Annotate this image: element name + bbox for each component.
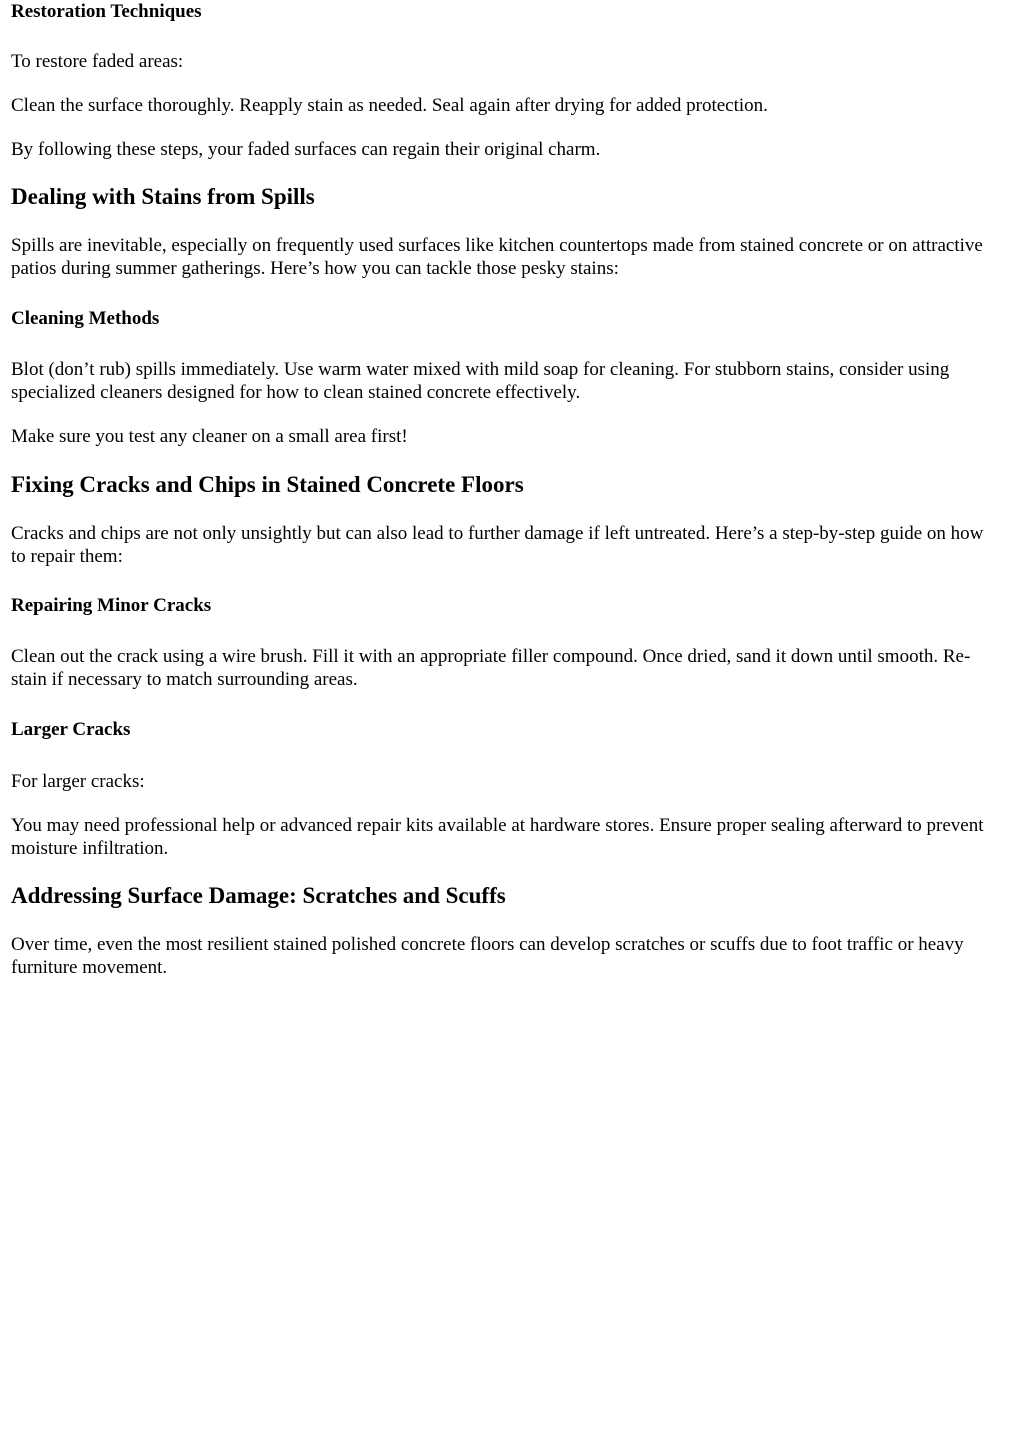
heading-larger-cracks: Larger Cracks	[11, 719, 131, 740]
paragraph: For larger cracks:	[11, 771, 145, 792]
heading-fixing-cracks: Fixing Cracks and Chips in Stained Concrete Floors	[11, 472, 524, 497]
heading-dealing-with-stains: Dealing with Stains from Spills	[11, 184, 315, 209]
paragraph: Blot (don’t rub) spills immediately. Use warm water mixed with mild soap for cleaning. For stubborn stains, consider using specialized cleaners designed for how to clean stained concrete effectively.	[11, 359, 950, 403]
paragraph: Cracks and chips are not only unsightly but can also lead to further damage if left untreated. Here’s a step-by-step guide on how to repair them:	[11, 523, 984, 567]
paragraph: Clean the surface thoroughly. Reapply stain as needed. Seal again after drying for added protection.	[11, 95, 768, 116]
paragraph: You may need professional help or advanced repair kits available at hardware stores. Ensure proper sealing afterward to prevent moisture infiltration.	[11, 815, 984, 859]
paragraph: Make sure you test any cleaner on a small area first!	[11, 426, 408, 447]
heading-restoration-techniques: Restoration Techniques	[11, 1, 202, 22]
paragraph: Clean out the crack using a wire brush. Fill it with an appropriate filler compound. Once dried, sand it down until smooth. Re-stain if necessary to match surrounding areas.	[11, 646, 971, 690]
heading-repairing-minor-cracks: Repairing Minor Cracks	[11, 595, 212, 616]
paragraph: Over time, even the most resilient stained polished concrete floors can develop scratches or scuffs due to foot traffic or heavy furniture movement.	[11, 934, 964, 978]
heading-cleaning-methods: Cleaning Methods	[11, 308, 160, 329]
paragraph: By following these steps, your faded surfaces can regain their original charm.	[11, 139, 601, 160]
paragraph: Spills are inevitable, especially on frequently used surfaces like kitchen countertops made from stained concrete or on attractive patios during summer gatherings. Here’s how you can tackle those pesky stains:	[11, 235, 983, 279]
heading-addressing-surface-damage: Addressing Surface Damage: Scratches and Scuffs	[11, 883, 506, 908]
paragraph: To restore faded areas:	[11, 51, 184, 72]
